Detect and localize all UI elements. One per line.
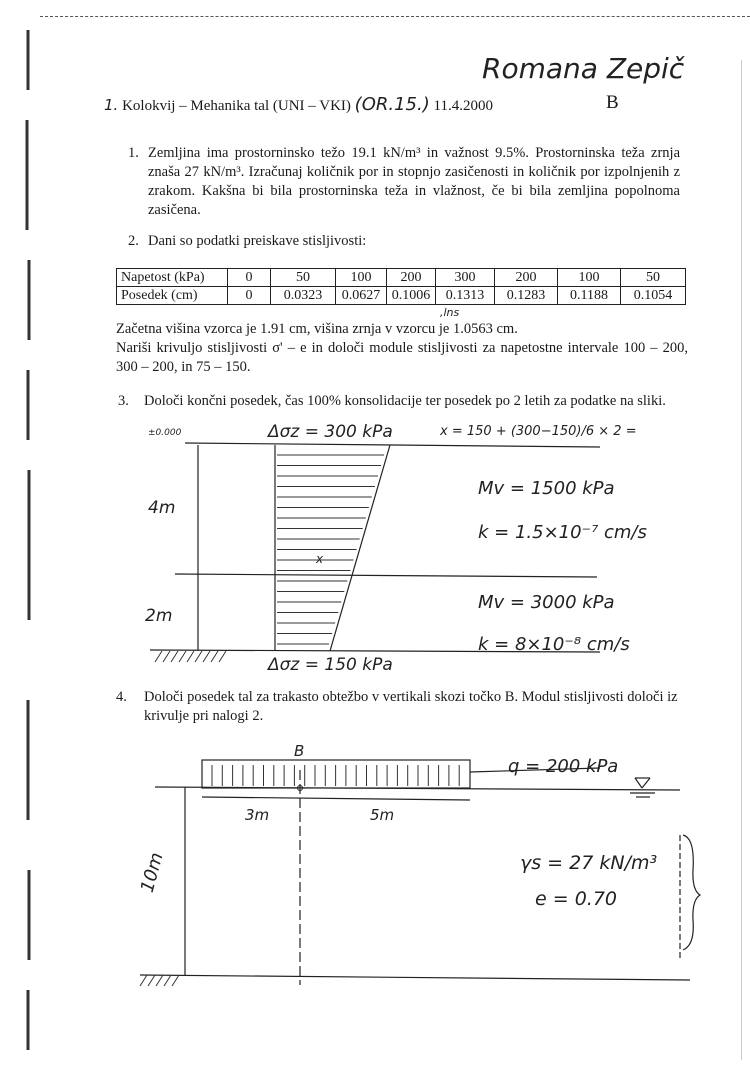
dimension-line-2 bbox=[202, 797, 470, 800]
table-cell: 100 bbox=[558, 269, 621, 287]
void-ratio-label: e = 0.70 bbox=[535, 888, 617, 910]
table-cell: 0.0323 bbox=[271, 287, 336, 305]
table-cell: 200 bbox=[495, 269, 558, 287]
layer1-modulus: Mv = 1500 kPa bbox=[478, 478, 615, 499]
layer2-thickness: 2m bbox=[145, 606, 173, 626]
problem3-number: 3. bbox=[118, 393, 129, 409]
base-line bbox=[140, 975, 690, 980]
table-cell: 0 bbox=[228, 287, 271, 305]
elevation-label: ±0.000 bbox=[148, 428, 182, 438]
x-label: x bbox=[316, 552, 324, 566]
table-cell: Napetost (kPa) bbox=[117, 269, 228, 287]
table-cell: 0.1283 bbox=[495, 287, 558, 305]
problem4-number: 4. bbox=[116, 689, 127, 705]
table-cell: 300 bbox=[436, 269, 495, 287]
strip-load-hatching bbox=[212, 765, 459, 786]
table-cell: 100 bbox=[336, 269, 387, 287]
bedrock-hatch-marks bbox=[155, 651, 226, 662]
handwritten-annotation: ,lns bbox=[440, 306, 460, 319]
layer2-permeability: k = 8×10⁻⁸ cm/s bbox=[478, 634, 630, 655]
table-cell: 0.0627 bbox=[336, 287, 387, 305]
student-name: Romana Zepič bbox=[482, 52, 685, 85]
problem2-text: Dani so podatki preiskave stisljivosti: bbox=[148, 233, 367, 249]
depth-label: 10m bbox=[136, 850, 168, 895]
load-label: q = 200 kPa bbox=[508, 756, 619, 777]
bottom-stress-label: Δσz = 150 kPa bbox=[268, 655, 393, 675]
table-cell: 50 bbox=[271, 269, 336, 287]
table-cell: 0.1006 bbox=[387, 287, 436, 305]
table-cell: 0.1313 bbox=[436, 287, 495, 305]
exam-group: B bbox=[606, 92, 619, 113]
handwritten-code: (OR.15.) bbox=[354, 94, 430, 115]
title-text: Kolokvij – Mehanika tal (UNI – VKI) bbox=[122, 98, 351, 114]
top-stress-label: Δσz = 300 kPa bbox=[268, 422, 393, 442]
table-cell: 0.1054 bbox=[621, 287, 686, 305]
ground-surface-line bbox=[185, 443, 600, 447]
problem1-text: Zemljina ima prostorninsko težo 19.1 kN/m³ in važnost 9.5%. Prostorninska teža zrnja znaša 27 kN/m³. Izračunaj količnik por in stopnjo zasičenosti in količnik por izpolnjenih z zrakom. Kakšna bi bila prostorninska teža in vlažnost, če bi bila zemljina popolnoma zasičena. bbox=[148, 145, 680, 218]
dim-left-label: 3m bbox=[245, 806, 270, 824]
table-cell: Posedek (cm) bbox=[117, 287, 228, 305]
layer1-thickness: 4m bbox=[148, 498, 176, 518]
table-cell: 0.1188 bbox=[558, 287, 621, 305]
dim-right-label: 5m bbox=[370, 806, 395, 824]
title-number: 1. bbox=[104, 96, 119, 114]
base-hatch-marks bbox=[140, 975, 179, 986]
stress-diagram-hatching bbox=[277, 455, 384, 644]
point-b-label: B bbox=[294, 742, 305, 760]
problem4-text: Določi posedek tal za trakasto obtežbo v vertikali skozi točko B. Modul stisljivosti določi iz krivulje pri nalogi 2. bbox=[144, 689, 678, 724]
table-cell: 200 bbox=[387, 269, 436, 287]
unit-weight-label: γs = 27 kN/m³ bbox=[520, 852, 658, 874]
problem3-text: Določi končni posedek, čas 100% konsolidacije ter posedek po 2 letih za podatke na sliki. bbox=[144, 393, 666, 409]
problem2-para1: Začetna višina vzorca je 1.91 cm, višina zrnja v vzorcu je 1.0563 cm. bbox=[116, 321, 518, 337]
interpolation-formula: x = 150 + (300−150)/6 × 2 = bbox=[440, 424, 637, 439]
table-cell: 50 bbox=[621, 269, 686, 287]
problem2-number: 2. bbox=[128, 233, 139, 249]
table-cell: 0 bbox=[228, 269, 271, 287]
problem1-number: 1. bbox=[128, 145, 139, 161]
layer2-modulus: Mv = 3000 kPa bbox=[478, 592, 615, 613]
exam-date: 11.4.2000 bbox=[433, 98, 493, 114]
layer-boundary-line bbox=[175, 574, 597, 577]
layer1-permeability: k = 1.5×10⁻⁷ cm/s bbox=[478, 522, 647, 543]
problem2-para2: Nariši krivuljo stisljivosti σ' – e in določi module stisljivosti za napetostne intervale 100 – 200, 300 – 200, in 75 – 150. bbox=[116, 340, 688, 375]
brace bbox=[683, 835, 700, 950]
